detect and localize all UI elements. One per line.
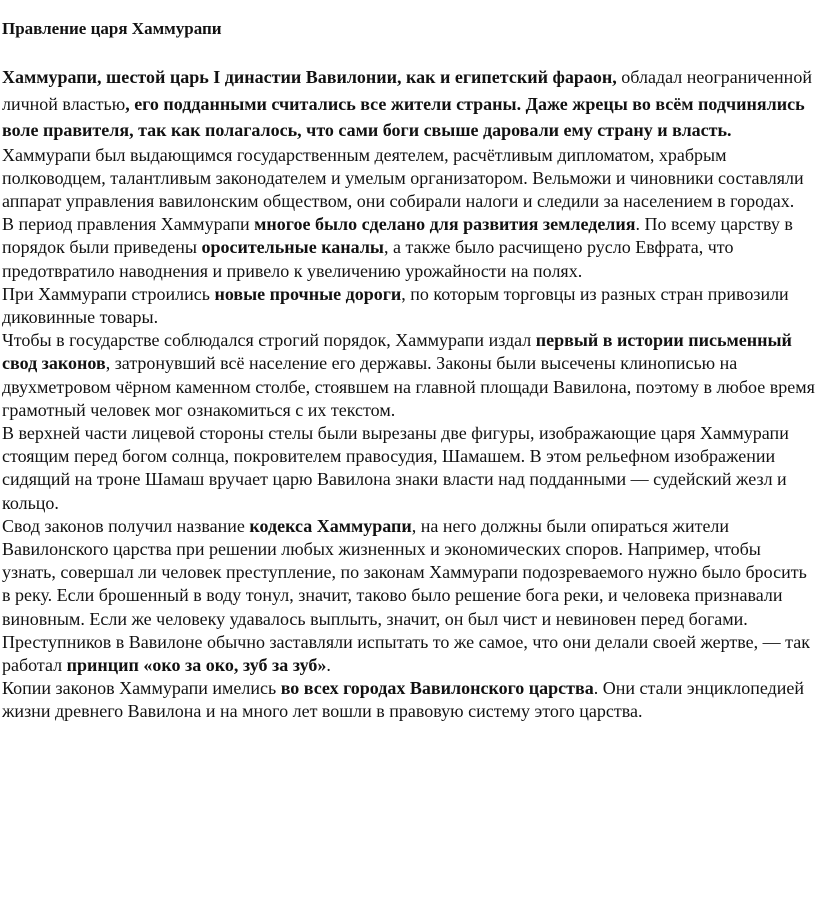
intro-bold-2: , его подданными считались все жители страны. Даже жрецы во всём подчинялись воле правителя, так как полагалось, что сами боги свыше даровали ему страну и власть. <box>2 93 805 140</box>
paragraph-2 <box>2 213 816 283</box>
p6-text-2: , на него должны были опираться жители Вавилонского царства при решении любых жизненных и экономических споров. Например, чтобы узнать, совершал ли человек преступление, по законам Хаммурапи подозреваемого нужно было бросить в реку. Если брошенный в воду тонул, значит, таково было решение бога реки, и человека признавали виновным. Если же человеку удавалось выплыть, значит, он был чист и невиновен перед богами. <box>2 515 807 629</box>
p3-text-2: , по которым торговцы из разных стран привозили диковинные товары. <box>2 283 789 327</box>
p6-bold-1: кодекса Хаммурапи <box>249 515 412 536</box>
p8-text-2: . Они стали энциклопедией жизни древнего Вавилона и на много лет вошли в правовую систему этого царства. <box>2 678 805 722</box>
p8-bold-1: во всех городах Вавилонского царства <box>280 678 594 699</box>
p2-bold-2: оросительные каналы <box>201 237 384 258</box>
p8-text-1: Копии законов Хаммурапи имелись <box>2 678 281 699</box>
paragraph-3 <box>2 283 816 329</box>
paragraph-1: Хаммурапи был выдающимся государственным деятелем, расчётливым дипломатом, храбрым полководцем, талантливым законодателем и умелым организатором. Вельможи и чиновники составляли аппарат управления вавилонским обществом, они собирали налоги и следили за населением в городах. <box>2 144 804 211</box>
p2-text-1: В период правления Хаммурапи <box>2 214 255 235</box>
p6-text-1: Свод законов получил название <box>2 515 250 536</box>
p4-text-2: , затронувший всё население его державы. Законы были высечены клинописью на двухметровом чёрном каменном столбе, стоявшем на главной площади Вавилона, поэтому в любое время грамотный человек мог ознакомиться с их текстом. <box>2 353 815 420</box>
paragraph-7 <box>2 631 816 677</box>
p2-bold-1: многое было сделано для развития земледелия <box>254 214 636 235</box>
p3-text-1: При Хаммурапи строились <box>2 283 215 304</box>
p3-bold-1: новые прочные дороги <box>214 283 402 304</box>
p4-text-1: Чтобы в государстве соблюдался строгий порядок, Хаммурапи издал <box>2 330 536 351</box>
p2-text-2: . По всему царству в порядок были приведены <box>2 214 793 258</box>
p7-text-2: . <box>326 654 331 675</box>
p4-bold-1: первый в истории письменный свод законов <box>2 330 792 374</box>
paragraph-8 <box>2 677 816 723</box>
p7-bold-1: принцип «око за око, зуб за зуб» <box>66 654 327 675</box>
intro-text: обладал неограниченной личной властью <box>2 67 812 114</box>
intro-bold-1: Хаммурапи, шестой царь I династии Вавилонии, как и египетский фараон, <box>2 67 617 87</box>
p2-text-3: , а также было расчищено русло Евфрата, что предотвратило наводнения и привело к увеличению урожайности на полях. <box>2 237 734 281</box>
paragraph-5: В верхней части лицевой стороны стелы были вырезаны две фигуры, изображающие царя Хаммурапи стоящим перед богом солнца, покровителем правосудия, Шамашем. В этом рельефном изображении сидящий на троне Шамаш вручает царю Вавилона знаки власти над подданными — судейский жезл и кольцо. <box>2 422 789 513</box>
p7-text-1: Преступников в Вавилоне обычно заставляли испытать то же самое, что они делали своей жертве, — так работал <box>2 631 810 675</box>
paragraph-4 <box>2 329 816 422</box>
paragraph-6 <box>2 515 816 631</box>
document-title: Правление царя Хаммурапи <box>2 19 222 38</box>
intro-paragraph <box>2 64 816 144</box>
